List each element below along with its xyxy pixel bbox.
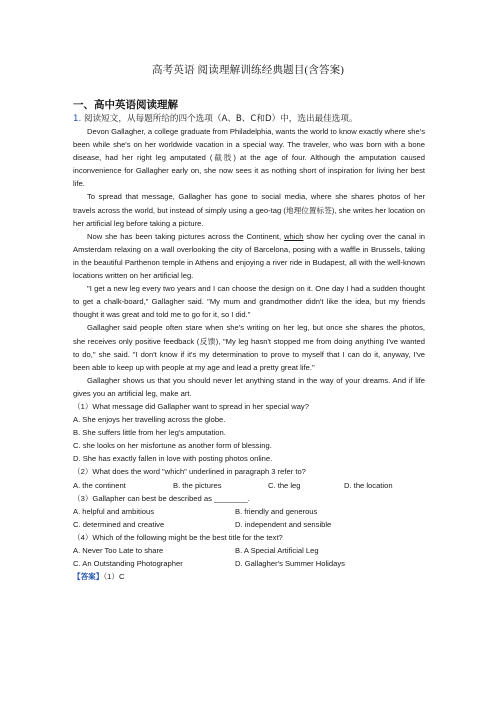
passage-paragraph-1: Devon Gallagher, a college graduate from Philadelphia, wants the world to know exactly where she's been while she's on her worldwide vacation in a special way. The traveler, who was born with a bone disease, had her right leg amputated (截肢) at the age of four. Although the amputation caused inconvenience for Gallagher early on, she now sees it as nothing short of inspiration for living her best life. xyxy=(73,127,425,189)
q1-option-a: A. She enjoys her travelling across the globe. xyxy=(73,415,226,425)
q2-options-row xyxy=(73,479,425,492)
underlined-word-which: which xyxy=(284,231,304,241)
p3-before: Now she has been taking pictures across the Continent, xyxy=(87,231,285,241)
q2-option-a: A. the continent xyxy=(73,480,126,490)
question-instruction xyxy=(73,112,358,124)
q4-options-row-1 xyxy=(73,544,425,557)
section-heading: 一、高中英语阅读理解 xyxy=(73,99,178,111)
q3-option-d: D. independent and sensible xyxy=(235,519,332,529)
q3-options-row-2 xyxy=(73,518,425,531)
q3-options-row-1 xyxy=(73,505,425,518)
p3-after: show her cycling over the canal in Amsterdam relaxing on a wall overlooking the city of Barcelona, posing with a waffle in Brussels, taking in the beautiful Parthenon temple in Athens and enjoying a river ride in Budapest, all with the well-known locations written on her artificial leg. xyxy=(73,231,426,281)
passage-paragraph-2: To spread that message, Gallagher has gone to social media, where she shares photos of her travels across the world, but instead of simply using a geo-tag (地理位置标签), she writes her location on her artificial leg before taking a picture. xyxy=(73,192,425,228)
passage-paragraph-4: "I get a new leg every two years and I can choose the design on it. One day I had a sudden thought to get a chalk-board," Gallagher said. "My mum and grandmother didn't like the idea, but my friends thought it was great and told me to go for it, so I did." xyxy=(73,284,425,320)
question-4-stem: （4）Which of the following might be the best title for the text? xyxy=(73,532,283,542)
answer-text: （1）C xyxy=(103,572,125,582)
q3-option-a: A. helpful and ambitious xyxy=(73,506,155,516)
passage-paragraph-5: Gallagher said people often stare when she's writing on her leg, but once she shares the photos, she receives only positive feedback (反馈), "My leg hasn't stopped me from doing anything I've wanted to do," she said. "I don't know if it's my determination to prove to myself that I can do it, anyway, I've been able to keep up with people at my age and lead a pretty great life." xyxy=(73,323,425,372)
q2-option-d: D. the location xyxy=(344,480,393,490)
answer-line xyxy=(73,570,425,583)
passage-paragraph-3 xyxy=(73,230,425,282)
q3-option-b: B. friendly and generous xyxy=(235,506,318,516)
q2-option-c: C. the leg xyxy=(268,480,301,490)
q1-option-b: B. She suffers little from her leg's amputation. xyxy=(73,428,226,438)
question-1-stem: （1）What message did Gallapher want to spread in her special way? xyxy=(73,401,309,411)
q4-options-row-2 xyxy=(73,557,425,570)
document-title: 高考英语 阅读理解训练经典题目(含答案) xyxy=(151,65,345,76)
question-3-stem: （3）Gallapher can best be described as ________. xyxy=(73,493,250,503)
q4-option-b: B. A Special Artificial Leg xyxy=(235,546,319,555)
passage-paragraph-6: Gallagher shows us that you should never let anything stand in the way of your dreams. And if life gives you an artificial leg, make art. xyxy=(73,375,425,398)
answer-tag: 【答案】 xyxy=(73,572,104,582)
question-number: 1. xyxy=(73,114,82,124)
question-2-stem: （2）What does the word "which" underlined in paragraph 3 refer to? xyxy=(73,467,306,477)
q3-option-c: C. determined and creative xyxy=(73,519,165,529)
q4-option-d: D. Gallagher's Summer Holidays xyxy=(235,559,345,569)
q1-option-d: D. She has exactly fallen in love with posting photos online. xyxy=(73,454,273,464)
instruction-text: 阅读短文，从每题所给的四个选项（A、B、C和D）中，选出最佳选项。 xyxy=(83,114,358,124)
q2-option-b: B. the pictures xyxy=(173,480,222,490)
q4-option-a: A. Never Too Late to share xyxy=(73,546,164,555)
reading-body xyxy=(73,125,425,583)
q4-option-c: C. An Outstanding Photographer xyxy=(73,559,183,569)
q1-option-c: C. she looks on her misfortune as another form of blessing. xyxy=(73,441,272,451)
